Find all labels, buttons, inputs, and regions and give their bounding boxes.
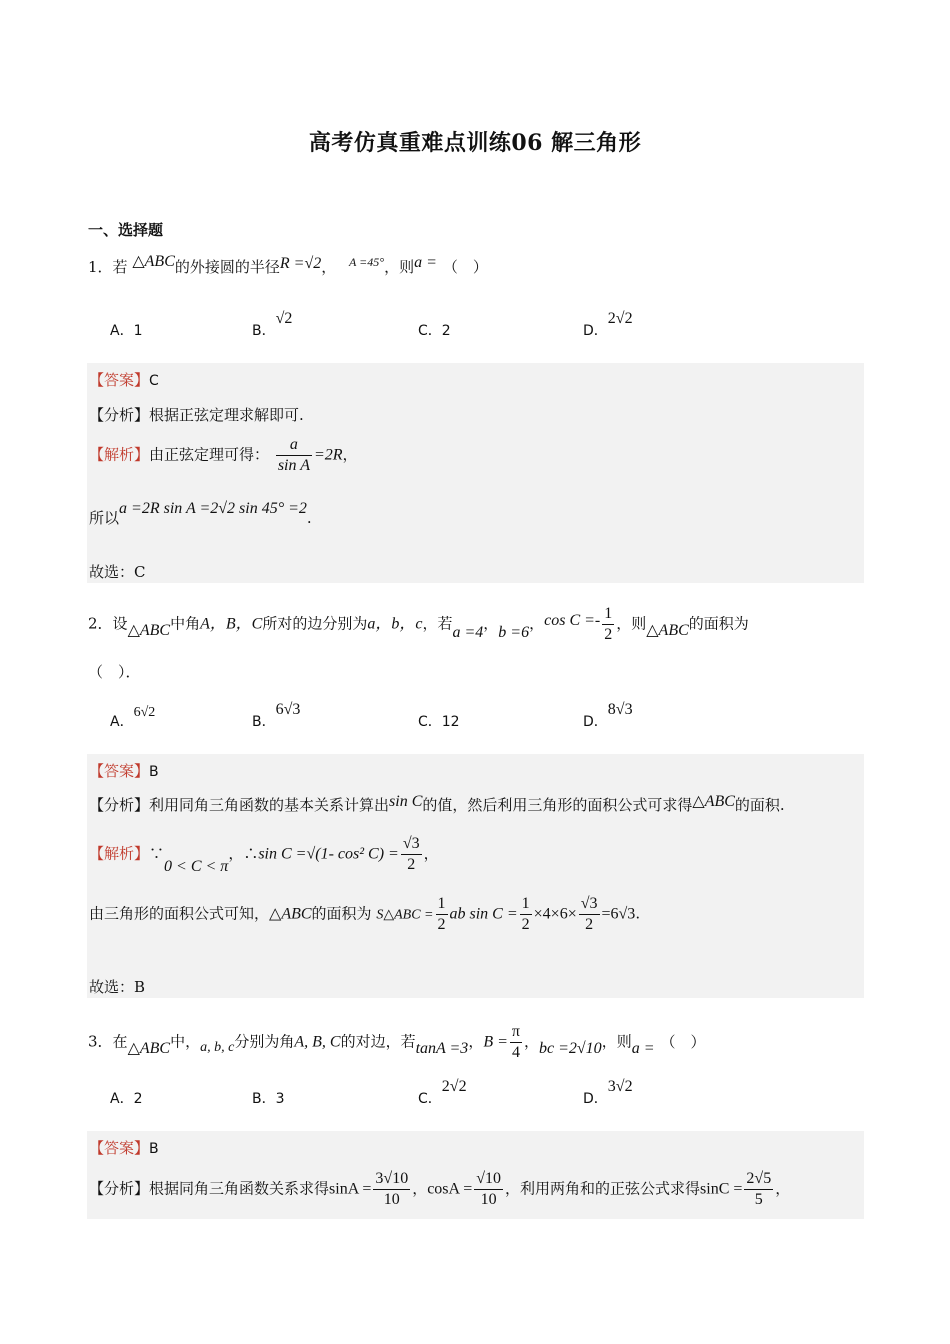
q1-option-c[interactable]: C．2 [418, 323, 451, 339]
q1-number: 1． [88, 258, 113, 276]
q2-option-a-math: 6√2 [133, 705, 156, 720]
q2-solution-box [87, 754, 864, 998]
q3-cosa-num: √10 [474, 1169, 503, 1190]
q3-b-den: 4 [511, 1044, 520, 1061]
q2-sin-num: √3 [401, 834, 422, 855]
q1-analysis: 根据正弦定理求解即可. [149, 406, 304, 424]
q1-solution-comma: ， [342, 445, 358, 464]
q2-angles: A，B，C [200, 615, 263, 633]
q2-option-d-math: 8√3 [607, 701, 633, 718]
q1-triangle: △ABC [132, 253, 175, 270]
q3-ask: a = [631, 1039, 655, 1057]
q1-answer: C [149, 373, 159, 389]
q2-solution-line [89, 834, 439, 875]
q2-option-b-label: B． [252, 714, 276, 730]
q2-area-f2-num: 1 [520, 894, 532, 915]
q2-choose: 故选：B [89, 978, 146, 996]
q2-area-f3-den: 2 [585, 916, 594, 933]
q1-so-dot: . [306, 509, 312, 527]
q2-cos-den: 2 [604, 626, 613, 643]
q3-triangle: △ABC [127, 1039, 171, 1057]
q2-text-4: ，则 [616, 614, 647, 633]
q2-sin-expr: sin C =√(1- cos² C) = [258, 845, 399, 863]
q1-solution-tag: 【解析】 [89, 445, 150, 464]
q3-paren: （ ） [660, 1032, 706, 1051]
q3-text-4: ，则 [601, 1032, 632, 1051]
q1-text-2: ，则 [384, 258, 415, 276]
q3-sinc-den: 5 [754, 1191, 763, 1208]
q1-frac-den: sin A [277, 457, 310, 474]
q3-solution-box [87, 1131, 864, 1219]
q2-answer: B [149, 764, 159, 780]
q2-analysis-line [89, 794, 785, 815]
q3-sina-fraction [373, 1169, 410, 1210]
q2-area-f1-num: 1 [436, 894, 448, 915]
q2-sin-fraction [401, 834, 422, 875]
q2-range: 0 < C < π [164, 857, 229, 875]
q3-option-d-label: D． [583, 1091, 608, 1107]
q3-sides: a, b, c [200, 1039, 235, 1055]
q3-option-d[interactable] [583, 1078, 633, 1108]
q3-text-3: 的对边，若 [340, 1032, 416, 1051]
q1-option-a[interactable]: A．1 [110, 323, 143, 339]
q1-option-d-math: 2√2 [607, 310, 633, 327]
q3-answer-tag: 【答案】 [89, 1139, 150, 1157]
q1-angle: A =45° [349, 255, 385, 269]
q3-analysis-tag: 【分析】 [89, 1179, 150, 1198]
q2-area-triangle: △ABC [269, 905, 312, 923]
q1-analysis-line [89, 404, 304, 425]
q3-sina: sinA = [329, 1180, 372, 1198]
q1-solution-fraction [276, 435, 312, 476]
q2-cos-num: 1 [602, 604, 614, 625]
q3-cosa-den: 10 [480, 1191, 497, 1208]
q3-option-a[interactable]: A．2 [110, 1091, 143, 1107]
q2-area-dot: . [635, 904, 641, 923]
q2-cos-lhs: cos C =- [544, 611, 601, 629]
q3-answer: B [149, 1141, 159, 1157]
q3-cosa: cosA = [427, 1180, 473, 1198]
q2-paren: （ ）． [88, 663, 141, 681]
q1-radius: R =√2 [279, 255, 322, 272]
question-2: 2．设△ABC中角A，B，C所对的边分别为a，b，c，若a =4，b =6，cos C =- $\frac{1}{2}$ ，则△ABC的面积为 [88, 605, 749, 643]
page-title: 高考仿真重难点训练06 解三角形 [308, 130, 642, 156]
q2-option-b-math: 6√3 [275, 701, 301, 718]
q1-solution-line [89, 435, 358, 476]
q2-area-f2-den: 2 [521, 916, 530, 933]
q2-area-f3-num: √3 [579, 894, 600, 915]
q2-area-text-2: 的面积为 [311, 904, 372, 923]
q2-sin-den: 2 [407, 856, 416, 873]
q2-analysis-a: 利用同角三角函数的基本关系计算出 [149, 796, 390, 814]
q1-answer-line [89, 369, 159, 390]
q2-answer-tag: 【答案】 [89, 762, 150, 780]
q1-lead: 若 [112, 258, 128, 276]
q3-answer-line [89, 1137, 159, 1158]
q2-option-a[interactable] [110, 705, 156, 731]
q2-analysis-c: 的面积. [734, 796, 785, 814]
q2-cos-fraction [602, 604, 614, 645]
q2-area-frac-1 [436, 894, 448, 935]
q2-option-c[interactable]: C．12 [418, 714, 460, 730]
q3-tan: tanA =3 [415, 1039, 469, 1057]
q1-solution-text: 由正弦定理可得： [149, 445, 270, 464]
q2-therefore: ，∴ [228, 844, 259, 863]
q3-option-c-label: C． [418, 1091, 442, 1107]
q3-option-b[interactable]: B．3 [252, 1091, 285, 1107]
q2-sides: a，b，c [367, 615, 423, 633]
q1-choose: 故选：C [89, 563, 146, 581]
q1-option-d[interactable] [583, 310, 633, 340]
q2-area-frac-3 [579, 894, 600, 935]
q1-solution-rhs: =2R [313, 446, 343, 464]
q3-analysis-b: ，利用两角和的正弦公式求得 [505, 1179, 701, 1198]
q2-answer-line [89, 760, 159, 781]
q2-b-value: b =6 [498, 623, 530, 641]
q3-analysis-line: 【分析】根据同角三角函数关系求得sinA = $\frac{3√10}{10}$ ，cosA = $\frac{√10}{10}$ ，利用两角和的正弦公式求得sinC = $\frac{2√5}{5}$ ， [89, 1170, 791, 1208]
q3-text-2: 分别为角 [234, 1032, 295, 1051]
q2-area-frac-2 [520, 894, 532, 935]
q3-b-num: π [510, 1022, 522, 1043]
q2-area-mid: ab sin C = [449, 905, 518, 923]
q1-comma: ， [321, 258, 337, 276]
q2-area-s: S△ABC = [376, 907, 434, 923]
q3-text-1: 中， [170, 1032, 201, 1051]
section-heading: 一、选择题 [88, 221, 164, 239]
q1-frac-num: a [276, 435, 312, 456]
q1-ask: a = [414, 254, 437, 271]
q2-area-f1-den: 2 [437, 916, 446, 933]
q2-lead: 设 [112, 614, 128, 633]
q2-solution-tag: 【解析】 [89, 844, 150, 863]
q1-so-math: a =2R sin A =2√2 sin 45° =2 [119, 500, 307, 517]
q2-number: 2． [88, 614, 113, 633]
q3-bc: bc =2√10 [539, 1039, 602, 1057]
q3-sinc-num: 2√5 [744, 1169, 773, 1190]
q1-text-1: 的外接圆的半径 [174, 258, 280, 276]
q2-option-b[interactable] [252, 701, 301, 731]
q2-area-line [89, 894, 640, 935]
q2-analysis-sin: sin C [389, 793, 423, 810]
q3-number: 3． [88, 1032, 113, 1051]
question-1 [88, 253, 488, 277]
q2-area-text: 由三角形的面积公式可知， [89, 904, 270, 923]
q1-analysis-tag: 【分析】 [89, 406, 150, 424]
q1-option-b-math: √2 [275, 310, 293, 327]
q3-cosa-fraction [474, 1169, 503, 1210]
q2-option-d[interactable] [583, 701, 633, 731]
q3-analysis-a: 根据同角三角函数关系求得 [149, 1179, 330, 1198]
q1-option-d-label: D． [583, 323, 608, 339]
q2-analysis-b: 的值，然后利用三角形的面积公式可求得 [422, 796, 693, 814]
q3-option-c[interactable] [418, 1078, 467, 1108]
q2-text-1: 中角 [170, 614, 201, 633]
q2-analysis-tri: △ABC [692, 793, 735, 810]
q3-sinc-fraction [744, 1169, 773, 1210]
q3-b-lhs: B = [483, 1033, 508, 1051]
q1-solution-box [87, 363, 864, 583]
q2-text-3: ，若 [422, 614, 453, 633]
q2-sin-tail: ， [423, 844, 439, 863]
q2-text-2: 所对的边分别为 [262, 614, 368, 633]
q2-option-a-label: A． [110, 714, 134, 730]
q3-angles: A, B, C [294, 1033, 341, 1051]
q2-text-5: 的面积为 [688, 614, 749, 633]
q1-so-line [89, 500, 312, 528]
q2-a-value: a =4 [452, 623, 484, 641]
q1-answer-tag: 【答案】 [89, 371, 150, 389]
q2-analysis-tag: 【分析】 [89, 796, 150, 814]
q1-option-b-label: B． [252, 323, 276, 339]
q2-option-d-label: D． [583, 714, 608, 730]
question-3: 3．在△ABC中，a, b, c分别为角A, B, C的对边，若tanA =3，B = $\frac{\pi}{4}$ ，bc =2√10，则a = （ ） [88, 1023, 706, 1061]
q3-lead: 在 [112, 1032, 128, 1051]
q2-area-mid-2: ×4×6× [533, 905, 577, 923]
q3-sinc: sinC = [700, 1180, 743, 1198]
q3-sina-num: 3√10 [373, 1169, 410, 1190]
q1-option-b[interactable] [252, 310, 293, 340]
q1-so-text: 所以 [89, 509, 120, 527]
q3-comma: ， [775, 1179, 791, 1198]
q2-triangle-2: △ABC [646, 621, 689, 639]
q3-b-fraction [510, 1022, 522, 1063]
q3-option-c-math: 2√2 [441, 1078, 467, 1095]
q2-because: ∵ [149, 844, 165, 863]
q2-area-end: =6√3 [601, 905, 636, 923]
q1-paren: （ ） [442, 258, 488, 276]
q2-triangle: △ABC [127, 621, 171, 639]
q3-option-d-math: 3√2 [607, 1078, 633, 1095]
q3-sina-den: 10 [383, 1191, 400, 1208]
